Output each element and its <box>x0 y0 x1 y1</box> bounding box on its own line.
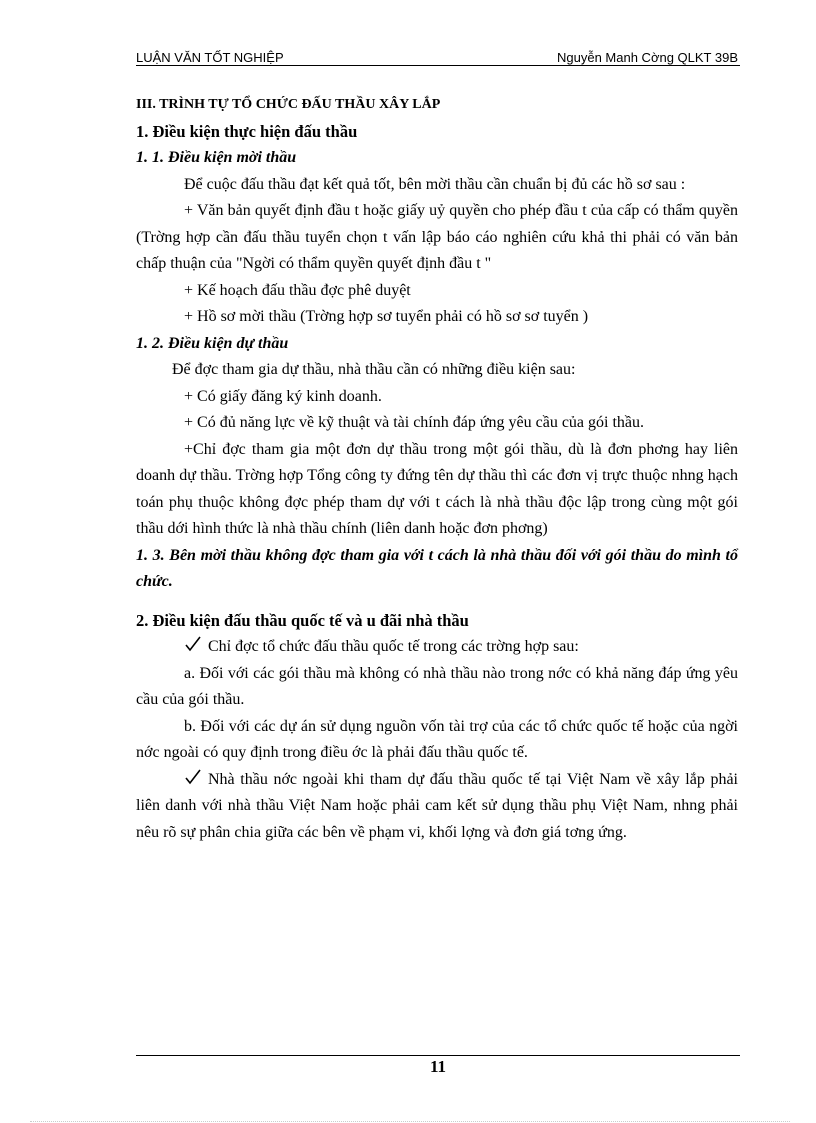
heading-1-2: 1. 2. Điều kiện dự thầu <box>136 334 289 352</box>
paragraph: + Có giấy đăng ký kinh doanh. <box>184 387 382 405</box>
paragraph: a. Đối với các gói thầu mà không có nhà thầu nào trong nớc có khả năng đáp ứng yêu cầu của gói thầu. <box>136 664 738 708</box>
document-body <box>136 92 738 846</box>
paragraph: b. Đối với các dự án sử dụng nguồn vốn tài trợ của các tổ chức quốc tế hoặc của ngời nớc ngoài có quy định trong điều ớc là phải đấu thầu quốc tế. <box>136 717 738 761</box>
checkmark-icon <box>184 635 202 653</box>
footer-divider <box>136 1055 740 1056</box>
section-title: III. TRÌNH TỰ TỔ CHỨC ĐẤU THẦU XÂY LẮP <box>136 97 441 112</box>
heading-1-1: 1. 1. Điều kiện mời thầu <box>136 149 297 166</box>
checklist-text: Chỉ đợc tổ chức đấu thầu quốc tế trong các trờng hợp sau: <box>208 638 579 655</box>
paragraph: + Hồ sơ mời thầu (Trờng hợp sơ tuyển phải có hồ sơ sơ tuyển ) <box>184 308 589 325</box>
header-divider <box>136 65 740 66</box>
paragraph: + Có đủ năng lực về kỹ thuật và tài chính đáp ứng yêu cầu của gói thầu. <box>184 414 645 431</box>
heading-1: 1. Điều kiện thực hiện đấu thầu <box>136 121 358 141</box>
checklist-item <box>136 767 738 847</box>
paragraph: +Chỉ đợc tham gia một đơn dự thầu trong một gói thầu, dù là đơn phơng hay liên doanh dự thầu. Trờng hợp Tổng công ty đứng tên dự thầu thì các đơn vị trực thuộc nhng hạch toán phụ thuộc không đợc phép tham dự với t cách là nhà thầu độc lập trong cùng một gói thầu dới hình thức là nhà thầu chính (liên danh hoặc đơn phơng) <box>136 440 738 537</box>
paragraph: + Văn bản quyết định đầu t hoặc giấy uỷ quyền cho phép đầu t của cấp có thẩm quyền (Trờng hợp cần đấu thầu tuyển chọn t vấn lập báo cáo nghiên cứu khả thi phải có văn bản chấp thuận của "Ngời có thẩm quyền quyết định đầu t " <box>136 202 738 272</box>
checkmark-icon <box>184 768 202 786</box>
paragraph: Để đợc tham gia dự thầu, nhà thầu cần có những điều kiện sau: <box>172 361 576 378</box>
header-author: Nguyễn Manh Cờng QLKT 39B <box>557 50 738 65</box>
page-edge-dots <box>30 1121 790 1122</box>
paragraph: Để cuộc đấu thầu đạt kết quả tốt, bên mời thầu cần chuẩn bị đủ các hồ sơ sau : <box>184 175 686 193</box>
heading-1-3: 1. 3. Bên mời thầu không đợc tham gia với t cách là nhà thầu đối với gói thầu do mình tổ chức. <box>136 546 738 590</box>
checklist-item <box>136 634 738 661</box>
header-thesis-label: LUẬN VĂN TỐT NGHIỆP <box>136 50 284 65</box>
paragraph: + Kế hoạch đấu thầu đợc phê duyệt <box>184 281 411 299</box>
heading-2: 2. Điều kiện đấu thầu quốc tế và u đãi nhà thầu <box>136 610 469 630</box>
page-number: 11 <box>429 1057 447 1076</box>
checklist-text: Nhà thầu nớc ngoài khi tham dự đấu thầu quốc tế tại Việt Nam về xây lắp phải liên danh với nhà thầu Việt Nam hoặc phải cam kết sử dụng thầu phụ Việt Nam, nhng phải nêu rõ sự phân chia giữa các bên về phạm vi, khối lợng và đơn giá tơng ứng. <box>136 770 738 841</box>
